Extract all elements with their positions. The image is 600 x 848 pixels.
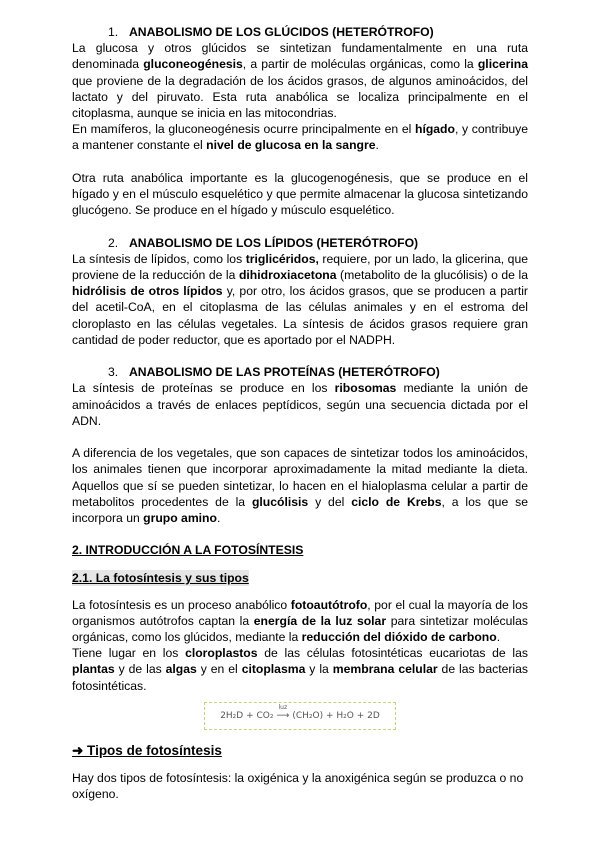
paragraph: La síntesis de proteínas se produce en los ribosomas mediante la unión de aminoácidos a través de enlaces peptídicos, según una secuencia dictada por el ADN. bbox=[72, 381, 528, 428]
paragraph: La fotosíntesis es un proceso anabólico fotoautótrofo, por el cual la mayoría de los organismos autótrofos captan la energía de la luz solar para sintetizar moléculas orgánicas, como los glúcidos, mediante la reducción del dióxido de carbono. bbox=[72, 597, 529, 645]
equation-right: (CH₂O) + H₂O + 2D bbox=[292, 710, 380, 721]
paragraph: Otra ruta anabólica importante es la glucogenogénesis, que se produce en el hígado y en el músculo esquelético y que permite almacenar la glucosa sintetizando glucógeno. Se produce en el hígado y músculo esquelético. bbox=[72, 170, 528, 218]
document-page bbox=[72, 24, 528, 802]
types-heading: ➜ Tipos de fotosíntesis bbox=[72, 742, 222, 758]
reaction-arrow-icon: luz ⟶ bbox=[276, 703, 290, 721]
section-title-fotosintesis: 2. INTRODUCCIÓN A LA FOTOSÍNTESIS bbox=[72, 543, 304, 558]
equation-left: 2H₂D + CO₂ bbox=[220, 710, 274, 721]
paragraph: La glucosa y otros glúcidos se sintetizan fundamentalmente en una ruta denominada gluconeogénesis, a partir de moléculas orgánicas, como la glicerina que proviene de la degradación de los ácidos grasos, de algunos aminoácidos, del lactato y del piruvato. Esta ruta anabólica se localiza principalmente en el citoplasma, aunque se inicia en las mitocondrias. bbox=[72, 41, 528, 121]
section-heading-glucidos: 1. ANABOLISMO DE LOS GLÚCIDOS (HETERÓTROFO) bbox=[108, 25, 434, 39]
section-heading-proteinas: 3. ANABOLISMO DE LAS PROTEÍNAS (HETERÓTROFO) bbox=[108, 365, 440, 380]
paragraph: En mamíferos, la gluconeogénesis ocurre principalmente en el hígado, y contribuye a mantener constante el nivel de glucosa en la sangre. bbox=[72, 122, 528, 153]
paragraph: Hay dos tipos de fotosíntesis: la oxigénica y la anoxigénica según se produzca o no oxígeno. bbox=[72, 770, 524, 802]
paragraph: Tiene lugar en los cloroplastos de las células fotosintéticas eucariotas de las plantas y de las algas y en el citoplasma y la membrana celular de las bacterias fotosintéticas. bbox=[72, 646, 529, 693]
paragraph: A diferencia de los vegetales, que son capaces de sintetizar todos los aminoácidos, los animales tienen que incorporar aproximadamente la mitad mediante la dieta. Aquellos que sí se pueden sintetizar, lo hacen en el hialoplasma celular a partir de metabolitos procedentes de la glucólisis y del ciclo de Krebs, a los que se incorpora un grupo amino. bbox=[72, 446, 528, 526]
paragraph: La síntesis de lípidos, como los triglicéridos, requiere, por un lado, la glicerina, que proviene de la reducción de la dihidroxiacetona (metabolito de la glucólisis) o de la hidrólisis de otros lípidos y, por otro, los ácidos grasos, que se producen a partir del acetil-CoA, en el citoplasma de las células animales y en el estroma del cloroplasto en las células vegetales. La síntesis de ácidos grasos requiere gran cantidad de poder reductor, que es aportado por el NADPH. bbox=[72, 251, 528, 347]
section-heading-lipidos: 2. ANABOLISMO DE LOS LÍPIDOS (HETERÓTROFO) bbox=[108, 235, 419, 250]
photosynthesis-equation bbox=[204, 702, 396, 730]
subsection-title: 2.1. La fotosíntesis y sus tipos bbox=[72, 570, 249, 585]
